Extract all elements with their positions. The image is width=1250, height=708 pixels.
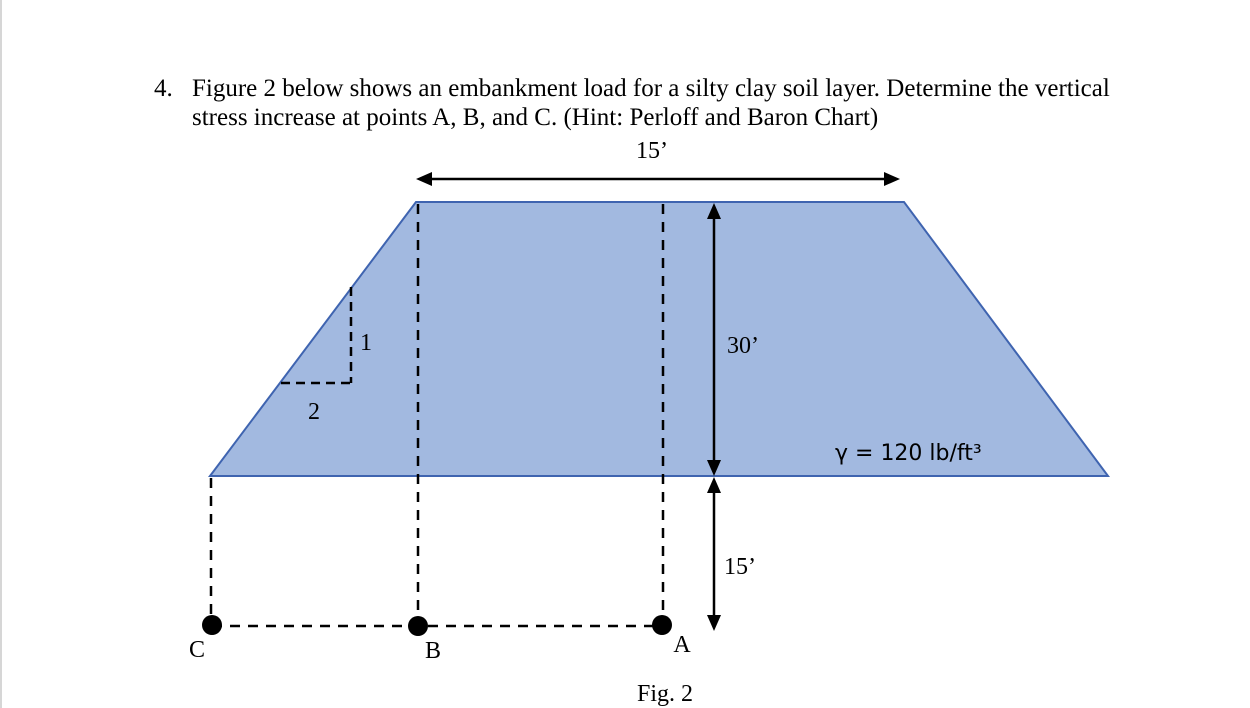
height-label: 30’ — [727, 333, 759, 359]
depth-label: 15’ — [724, 554, 756, 580]
question-number: 4. — [154, 75, 173, 102]
point-a-marker — [652, 615, 672, 635]
slope-horizontal-label: 2 — [308, 399, 320, 425]
top-width-label: 15’ — [636, 138, 668, 164]
question-line-1: Figure 2 below shows an embankment load for a silty clay soil layer. Determine the vertical — [192, 75, 1110, 102]
point-a-label: A — [673, 632, 691, 658]
point-b-marker — [408, 616, 428, 636]
embankment-trapezoid — [210, 202, 1108, 476]
top-width-dimension — [416, 172, 900, 186]
slope-vertical-label: 1 — [360, 330, 372, 356]
point-b-label: B — [424, 638, 442, 664]
question-line-2: stress increase at points A, B, and C. (Hint: Perloff and Baron Chart) — [192, 104, 879, 131]
depth-dimension — [707, 477, 721, 631]
unit-weight-label: γ = 120 lb/ft³ — [835, 441, 982, 466]
point-c-marker — [202, 615, 222, 635]
figure-caption: Fig. 2 — [636, 681, 694, 707]
point-c-label: C — [188, 637, 206, 663]
